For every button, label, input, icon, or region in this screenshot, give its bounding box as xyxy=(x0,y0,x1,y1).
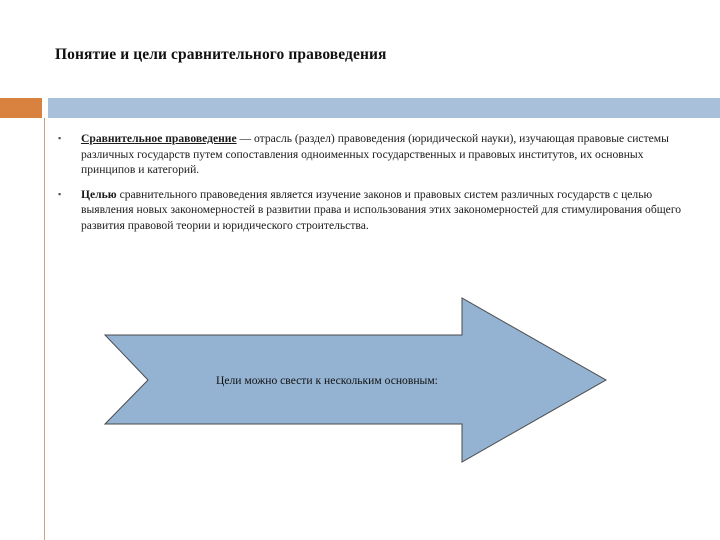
square-bullet-icon: ▪ xyxy=(58,188,62,199)
square-bullet-icon: ▪ xyxy=(58,133,62,143)
bullet-term: Целью xyxy=(81,187,117,201)
bullet-text: сравнительного правоведения является изучение законов и правовых систем различных государств с целью выявления новых закономерностей в развитии права и использования этих закономерностей для стимулирования общего развития правовой теории и юридического строительства. xyxy=(81,187,682,232)
slide-title: Понятие и цели сравнительного правоведения xyxy=(55,46,387,63)
arrow-caption: Цели можно свести к нескольким основным: xyxy=(216,374,438,387)
bullet-text: — отрасль (раздел) правоведения (юридической науки), изучающая правовые системы различных государств путем сопоставления одноименных государственных и правовых институтов, их основных принципов и категорий. xyxy=(81,132,669,176)
bullet-term: Сравнительное правоведение xyxy=(81,132,237,145)
